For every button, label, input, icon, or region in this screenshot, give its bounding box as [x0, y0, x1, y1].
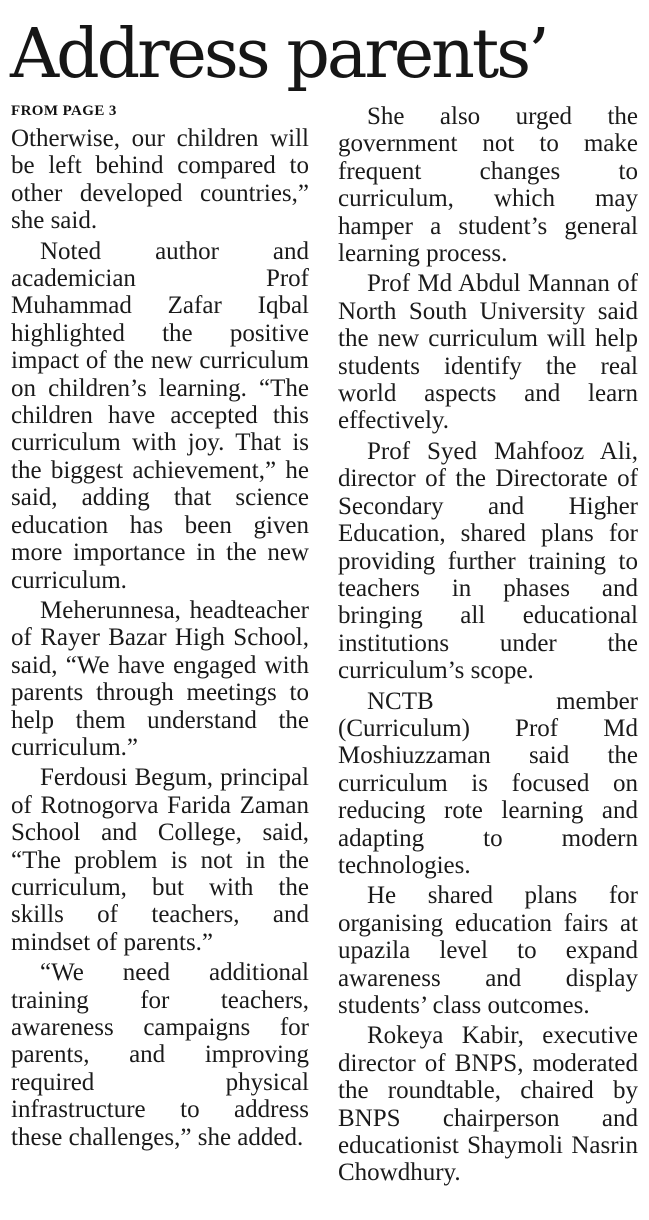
paragraph: Prof Md Abdul Mannan of North South University said the new curriculum will help students identify the real world aspects and learn effectively. [338, 270, 638, 435]
paragraph: “We need additional training for teachers, awareness campaigns for parents, and improving required physical infrastructure to address these challenges,” she added. [11, 959, 309, 1151]
paragraph: She also urged the government not to make frequent changes to curriculum, which may hamper a student’s general learning process. [338, 103, 638, 268]
article-column-right [338, 103, 638, 1190]
paragraph: He shared plans for organising education fairs at upazila level to expand awareness and display students’ class outcomes. [338, 882, 638, 1019]
headline: Address parents’ [10, 15, 547, 94]
continuation-label: FROM PAGE 3 [11, 103, 117, 119]
paragraph: Meherunnesa, headteacher of Rayer Bazar High School, said, “We have engaged with parents through meetings to help them understand the curriculum.” [11, 596, 309, 761]
paragraph: Noted author and academician Prof Muhammad Zafar Iqbal highlighted the positive impact of the new curriculum on children’s learning. “The children have accepted this curriculum with joy. That is the biggest achievement,” he said, adding that science education has been given more importance in the new curriculum. [11, 237, 309, 594]
paragraph: Prof Syed Mahfooz Ali, director of the Directorate of Secondary and Higher Education, shared plans for providing further training to teachers in phases and bringing all educational institutions under the curriculum’s scope. [338, 437, 638, 685]
paragraph: Rokeya Kabir, executive director of BNPS, moderated the roundtable, chaired by BNPS chairperson and educationist Shaymoli Nasrin Chowdhury. [338, 1022, 638, 1187]
paragraph: Otherwise, our children will be left behind compared to other developed countries,” she said. [11, 125, 309, 235]
paragraph: NCTB member (Curriculum) Prof Md Moshiuzzaman said the curriculum is focused on reducing rote learning and adapting to modern technologies. [338, 687, 638, 879]
article-column-left [11, 103, 309, 1154]
paragraph: Ferdousi Begum, principal of Rotnogorva Farida Zaman School and College, said, “The problem is not in the curriculum, but with the skills of teachers, and mindset of parents.” [11, 764, 309, 956]
